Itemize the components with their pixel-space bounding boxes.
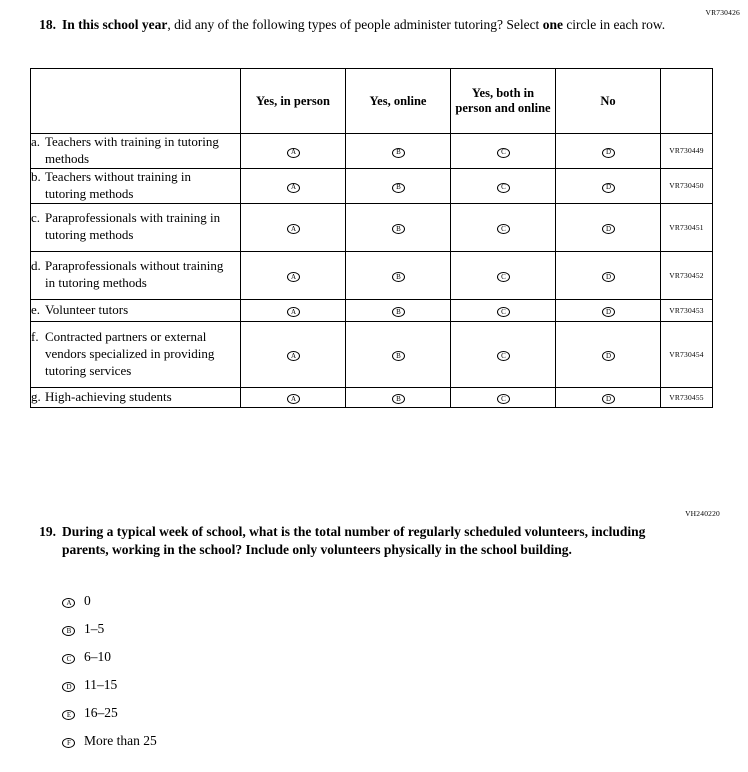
row-code-c: VR730451 <box>661 203 713 251</box>
question-18-bold-lead: In this school year <box>62 17 168 32</box>
row-label-f <box>31 321 241 387</box>
bubble-b-yes-both[interactable] <box>451 168 556 203</box>
bubble-icon[interactable]: B <box>62 626 75 636</box>
variable-code-top-right: VR730426 <box>705 8 740 17</box>
bubble-e-yes-both[interactable] <box>451 299 556 321</box>
list-item[interactable] <box>62 643 157 671</box>
row-letter-e: e. <box>31 301 41 317</box>
answer-label-4: 11–15 <box>84 676 118 692</box>
bubble-q19-option-1[interactable] <box>62 592 84 610</box>
table-row <box>31 251 713 299</box>
row-text-f: Contracted partners or external vendors specialized in providing tutoring services <box>45 328 215 378</box>
list-item[interactable] <box>62 615 157 643</box>
bubble-icon[interactable]: A <box>287 224 300 234</box>
bubble-icon[interactable]: A <box>62 598 75 608</box>
list-item[interactable] <box>62 671 157 699</box>
bubble-icon[interactable]: D <box>602 272 615 282</box>
bubble-d-yes-both[interactable] <box>451 251 556 299</box>
row-label-e <box>31 299 241 321</box>
row-text-a: Teachers with training in tutoring methods <box>45 134 219 166</box>
question-19-number: 19. <box>39 524 56 539</box>
row-text-c: Paraprofessionals with training in tutoring methods <box>45 210 221 243</box>
bubble-c-yes-in-person[interactable] <box>241 203 346 251</box>
grid-header-yes-online: Yes, online <box>346 69 451 134</box>
row-letter-g: g. <box>31 388 41 404</box>
answer-label-3: 6–10 <box>84 648 111 664</box>
bubble-icon[interactable]: A <box>287 351 300 361</box>
grid-header-no: No <box>556 69 661 134</box>
row-letter-a: a. <box>31 134 41 149</box>
variable-code-question-19: VH240220 <box>685 509 720 518</box>
table-row <box>31 203 713 251</box>
row-label-d <box>31 251 241 299</box>
bubble-g-no[interactable] <box>556 387 661 407</box>
question-18-text <box>62 16 665 34</box>
bubble-icon[interactable]: C <box>497 183 510 193</box>
row-text-g: High-achieving students <box>45 388 172 404</box>
bubble-b-yes-online[interactable] <box>346 168 451 203</box>
bubble-d-yes-online[interactable] <box>346 251 451 299</box>
grid-header-code <box>661 69 713 134</box>
bubble-f-yes-both[interactable] <box>451 321 556 387</box>
bubble-q19-option-5[interactable] <box>62 704 84 722</box>
row-letter-d: d. <box>31 258 41 274</box>
row-label-a <box>31 134 241 169</box>
row-letter-b: b. <box>31 168 41 184</box>
question-19-answers <box>62 587 157 755</box>
bubble-icon[interactable]: C <box>497 307 510 317</box>
row-code-d: VR730452 <box>661 251 713 299</box>
bubble-icon[interactable]: B <box>392 394 405 404</box>
bubble-icon[interactable]: A <box>287 307 300 317</box>
bubble-c-yes-both[interactable] <box>451 203 556 251</box>
bubble-icon[interactable]: D <box>602 307 615 317</box>
grid-header-yes-in-person: Yes, in person <box>241 69 346 134</box>
question-18-stem <box>30 16 720 34</box>
bubble-icon[interactable]: D <box>602 351 615 361</box>
bubble-icon[interactable]: C <box>497 224 510 234</box>
row-label-c <box>31 203 241 251</box>
bubble-icon[interactable]: C <box>62 654 75 664</box>
row-text-b: Teachers without training in tutoring methods <box>45 168 192 201</box>
row-code-g: VR730455 <box>661 387 713 407</box>
bubble-a-no[interactable] <box>556 134 661 169</box>
bubble-a-yes-online[interactable] <box>346 134 451 169</box>
bubble-icon[interactable]: A <box>287 394 300 404</box>
row-letter-c: c. <box>31 210 41 226</box>
bubble-icon[interactable]: E <box>62 710 75 720</box>
bubble-icon[interactable]: F <box>62 738 75 748</box>
question-19-text: During a typical week of school, what is the total number of regularly scheduled volunteers, including parents, working in the school? Include only volunteers physically in the school building. <box>62 524 646 558</box>
bubble-icon[interactable]: B <box>392 351 405 361</box>
bubble-c-no[interactable] <box>556 203 661 251</box>
row-label-g <box>31 387 241 407</box>
row-code-e: VR730453 <box>661 299 713 321</box>
table-row <box>31 299 713 321</box>
bubble-b-no[interactable] <box>556 168 661 203</box>
answer-label-6: More than 25 <box>84 732 157 748</box>
bubble-icon[interactable]: C <box>497 148 510 158</box>
question-18-grid <box>30 68 713 408</box>
bubble-b-yes-in-person[interactable] <box>241 168 346 203</box>
bubble-d-yes-in-person[interactable] <box>241 251 346 299</box>
bubble-e-yes-online[interactable] <box>346 299 451 321</box>
bubble-icon[interactable]: B <box>392 148 405 158</box>
bubble-icon[interactable]: D <box>62 682 75 692</box>
row-label-b <box>31 168 241 203</box>
bubble-c-yes-online[interactable] <box>346 203 451 251</box>
bubble-icon[interactable]: D <box>602 394 615 404</box>
row-text-e: Volunteer tutors <box>45 301 129 317</box>
list-item[interactable] <box>62 727 157 755</box>
question-18-number: 18. <box>39 17 56 32</box>
row-letter-f: f. <box>31 328 39 344</box>
list-item[interactable] <box>62 587 157 615</box>
bubble-d-no[interactable] <box>556 251 661 299</box>
bubble-e-yes-in-person[interactable] <box>241 299 346 321</box>
table-row <box>31 168 713 203</box>
bubble-icon[interactable]: C <box>497 351 510 361</box>
bubble-icon[interactable]: A <box>287 183 300 193</box>
list-item[interactable] <box>62 699 157 727</box>
bubble-f-no[interactable] <box>556 321 661 387</box>
bubble-icon[interactable]: A <box>287 272 300 282</box>
answer-label-2: 1–5 <box>84 620 105 636</box>
question-18-bold-one: one <box>542 17 563 32</box>
row-code-f: VR730454 <box>661 321 713 387</box>
bubble-icon[interactable]: A <box>287 148 300 158</box>
grid-header-row <box>31 69 713 134</box>
bubble-icon[interactable]: B <box>392 224 405 234</box>
bubble-g-yes-both[interactable] <box>451 387 556 407</box>
grid-header-yes-both: Yes, both in person and online <box>451 69 556 134</box>
bubble-a-yes-both[interactable] <box>451 134 556 169</box>
bubble-q19-option-6[interactable] <box>62 732 84 750</box>
bubble-icon[interactable]: D <box>602 183 615 193</box>
bubble-g-yes-in-person[interactable] <box>241 387 346 407</box>
answer-label-5: 16–25 <box>84 704 118 720</box>
answer-label-1: 0 <box>84 592 91 608</box>
bubble-q19-option-4[interactable] <box>62 676 84 694</box>
table-row <box>31 321 713 387</box>
table-row <box>31 134 713 169</box>
bubble-q19-option-3[interactable] <box>62 648 84 666</box>
bubble-icon[interactable]: C <box>497 394 510 404</box>
question-18-text-tail: circle in each row. <box>562 17 666 32</box>
bubble-a-yes-in-person[interactable] <box>241 134 346 169</box>
question-18-text-middle: , did any of the following types of people administer tutoring? Select <box>167 17 543 32</box>
bubble-icon[interactable]: C <box>497 272 510 282</box>
bubble-e-no[interactable] <box>556 299 661 321</box>
bubble-q19-option-2[interactable] <box>62 620 84 638</box>
bubble-icon[interactable]: B <box>392 307 405 317</box>
row-text-d: Paraprofessionals without training in tutoring methods <box>45 258 224 291</box>
bubble-f-yes-in-person[interactable] <box>241 321 346 387</box>
bubble-icon[interactable]: D <box>602 148 615 158</box>
bubble-icon[interactable]: D <box>602 224 615 234</box>
row-code-b: VR730450 <box>661 168 713 203</box>
bubble-icon[interactable]: B <box>392 183 405 193</box>
bubble-g-yes-online[interactable] <box>346 387 451 407</box>
bubble-icon[interactable]: B <box>392 272 405 282</box>
bubble-f-yes-online[interactable] <box>346 321 451 387</box>
table-row <box>31 387 713 407</box>
question-19-stem <box>30 523 690 559</box>
grid-header-blank <box>31 69 241 134</box>
row-code-a: VR730449 <box>661 134 713 169</box>
